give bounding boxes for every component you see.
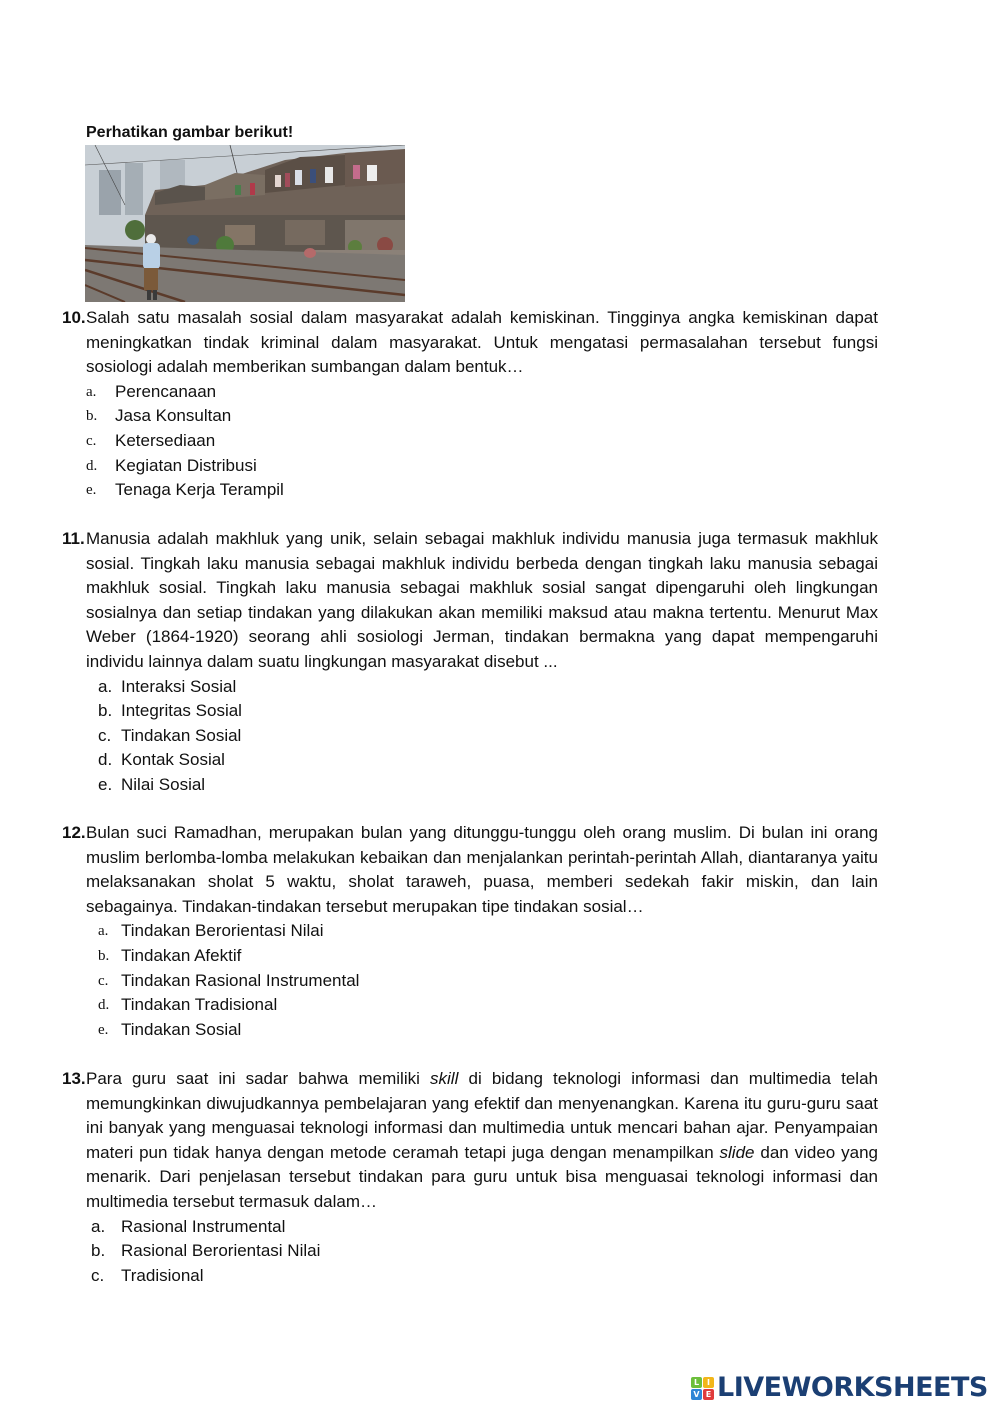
question-stem: [62, 306, 878, 380]
logo-cell-e: E: [703, 1389, 714, 1400]
slum-railway-photo: [85, 145, 405, 302]
option-letter: e.: [98, 1021, 109, 1038]
option-letter: b.: [86, 408, 98, 425]
question-12: [62, 821, 878, 1042]
option-b[interactable]: [62, 404, 878, 429]
option-a[interactable]: [62, 919, 878, 944]
option-a[interactable]: [62, 380, 878, 405]
options-list: [62, 380, 878, 503]
option-label: Jasa Konsultan: [115, 406, 232, 426]
option-d[interactable]: [62, 748, 878, 773]
option-letter: b.: [91, 1241, 106, 1261]
option-letter: a.: [98, 923, 109, 940]
option-label: Tenaga Kerja Terampil: [115, 480, 284, 500]
question-number: 13.: [62, 1069, 86, 1088]
question-text: Manusia adalah makhluk yang unik, selain sebagai makhluk individu manusia juga termasuk makhluk sosial. Tingkah laku manusia sebagai makhluk individu berbeda dengan tingkah laku manusia sebagai makhluk sosial. Tingkah laku manusia sebagai makhluk sosial sangat dipengaruhi oleh lingkungan sosialnya dan setiap tindakan yang dilakukan akan memiliki maksud atau makna tertentu. Menurut Max Weber (1864-1920) seorang ahli sosiologi Jerman, tindakan bermakna yang dapat mempengaruhi individu lainnya dalam suatu lingkungan masyarakat disebut ...: [86, 529, 878, 671]
option-letter: d.: [98, 997, 110, 1014]
option-letter: c.: [91, 1265, 105, 1285]
option-label: Interaksi Sosial: [121, 676, 237, 696]
question-number: 12.: [62, 823, 86, 842]
option-label: Kegiatan Distribusi: [115, 455, 257, 475]
option-label: Tindakan Rasional Instrumental: [121, 970, 360, 990]
option-letter: a.: [86, 383, 97, 400]
question-text: Salah satu masalah sosial dalam masyarakat adalah kemiskinan. Tingginya angka kemiskinan dapat meningkatkan tindak kriminal dalam masyarakat. Untuk mengatasi permasalahan tersebut fungsi sosiologi adalah memberikan sumbangan dalam bentuk…: [86, 308, 878, 377]
option-letter: b.: [98, 947, 110, 964]
question-stem: [62, 821, 878, 919]
option-b[interactable]: [62, 699, 878, 724]
italic-term-skill: skill: [430, 1069, 459, 1088]
question-text: Bulan suci Ramadhan, merupakan bulan yang ditunggu-tunggu oleh orang muslim. Di bulan ini orang muslim berlomba-lomba melakukan kebaikan dan menjalankan perintah-perintah Allah, diantaranya yaitu melaksanakan sholat 5 waktu, sholat taraweh, puasa, memberi sedekah fakir miskin, dan lain sebagainya. Tindakan-tindakan tersebut merupakan tipe tindakan sosial…: [86, 823, 878, 916]
italic-term-slide: slide: [719, 1142, 755, 1162]
option-letter: b.: [98, 701, 113, 721]
liveworksheets-logo[interactable]: [691, 1374, 988, 1402]
instruction-heading: Perhatikan gambar berikut!: [86, 124, 294, 141]
option-label: Kontak Sosial: [121, 750, 225, 770]
option-letter: d.: [86, 457, 98, 474]
option-letter: a.: [91, 1216, 106, 1236]
option-label: Rasional Berorientasi Nilai: [121, 1241, 321, 1261]
option-e[interactable]: [62, 1018, 878, 1043]
option-letter: c.: [98, 972, 109, 989]
option-letter: c.: [98, 725, 112, 745]
option-label: Tindakan Afektif: [121, 945, 242, 965]
option-label: Integritas Sosial: [121, 701, 242, 721]
options-list: [62, 1215, 878, 1289]
option-a[interactable]: [62, 675, 878, 700]
question-stem: [62, 527, 878, 675]
options-list: [62, 675, 878, 798]
option-label: Tindakan Berorientasi Nilai: [121, 921, 324, 941]
option-label: Perencanaan: [115, 381, 217, 401]
option-a[interactable]: [62, 1215, 878, 1240]
option-letter: e.: [86, 482, 97, 499]
options-list: [62, 919, 878, 1042]
option-c[interactable]: [62, 724, 878, 749]
option-d[interactable]: [62, 993, 878, 1018]
option-d[interactable]: [62, 454, 878, 479]
option-letter: a.: [98, 676, 113, 696]
option-label: Tindakan Sosial: [121, 725, 242, 745]
question-number: 11.: [62, 529, 85, 548]
option-label: Rasional Instrumental: [121, 1216, 286, 1236]
option-e[interactable]: [62, 478, 878, 503]
logo-grid-icon: [691, 1377, 714, 1400]
logo-cell-l: L: [691, 1377, 702, 1388]
option-c[interactable]: [62, 1264, 878, 1289]
option-c[interactable]: [62, 969, 878, 994]
option-c[interactable]: [62, 429, 878, 454]
question-13: [62, 1067, 878, 1288]
option-letter: d.: [98, 750, 113, 770]
question-stem: [62, 1067, 878, 1215]
logo-cell-v: V: [691, 1389, 702, 1400]
option-e[interactable]: [62, 773, 878, 798]
option-letter: e.: [98, 774, 113, 794]
question-text: Para guru saat ini sadar bahwa memiliki skill di bidang teknologi informasi dan multimedia telah memungkinkan diwujudkannya pembelajaran yang efektif dan menyenangkan. Karena itu guru-guru saat ini banyak yang menguasai teknologi informasi dan multimedia untuk mencari bahan ajar. Penyampaian materi pun tidak hanya dengan metode ceramah tetapi juga dengan menampilkan slide dan video yang menarik. Dari penjelasan tersebut tindakan para guru untuk bisa menguasai teknologi informasi dan multimedia tersebut termasuk dalam…: [86, 1069, 878, 1211]
question-10: [62, 306, 878, 503]
option-label: Tindakan Sosial: [121, 1019, 242, 1039]
question-11: [62, 527, 878, 798]
logo-wordmark: LIVEWORKSHEETS: [717, 1372, 988, 1403]
option-b[interactable]: [62, 1239, 878, 1264]
option-label: Ketersediaan: [115, 430, 216, 450]
option-label: Nilai Sosial: [121, 774, 206, 794]
question-number: 10.: [62, 308, 86, 327]
option-b[interactable]: [62, 944, 878, 969]
option-letter: c.: [86, 432, 97, 449]
option-label: Tradisional: [121, 1265, 204, 1285]
option-label: Tindakan Tradisional: [121, 995, 278, 1015]
logo-cell-i: I: [703, 1377, 714, 1388]
